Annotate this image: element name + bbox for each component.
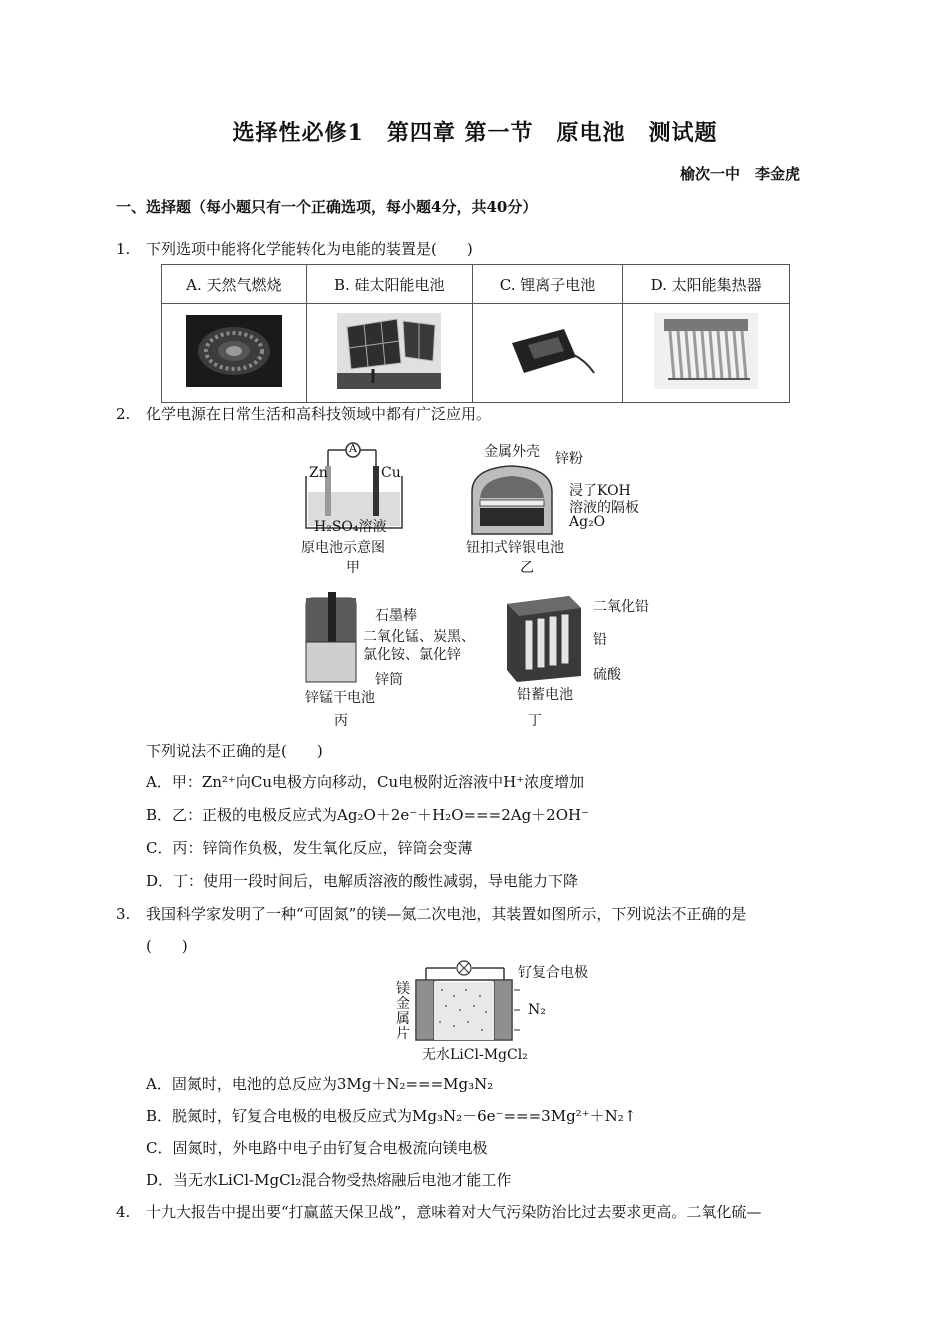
separator-label-1: 浸了KOH: [569, 483, 631, 499]
q3-choice-d: D．当无水LiCl-MgCl₂混合物受热熔融后电池才能工作: [146, 1171, 512, 1189]
q3-choice-a: A．固氮时，电池的总反应为3Mg＋N₂===Mg₃N₂: [146, 1075, 494, 1093]
section-heading: 一、选择题（每小题只有一个正确选项，每小题4分，共40分）: [116, 198, 538, 216]
zn-label: Zn: [309, 465, 328, 481]
paste-label-1: 二氧化锰、炭黑、: [363, 629, 475, 645]
q4-stem: 4. 十九大报告中提出要“打赢蓝天保卫战”，意味着对大气污染防治比过去要求更高。二氧化硫—: [116, 1203, 762, 1221]
dry-cell-diagram: [302, 590, 362, 686]
q1-option-c: C. 锂离子电池: [472, 265, 623, 304]
lead-dioxide-label: 二氧化铅: [593, 599, 649, 615]
button-cell-diagram: [464, 456, 564, 540]
solar-panel-image: [306, 304, 472, 403]
q2-choice-b: B．乙：正极的电极反应式为Ag₂O＋2e⁻＋H₂O===2Ag＋2OH⁻: [146, 806, 590, 824]
lead-battery-diagram: [503, 590, 585, 684]
graphite-rod-label: 石墨棒: [375, 608, 417, 624]
q3-choice-c: C．固氮时，外电路中电子由钌复合电极流向镁电极: [146, 1139, 488, 1157]
q2-choice-d: D．丁：使用一段时间后，电解质溶液的酸性减弱，导电能力下降: [146, 872, 579, 890]
fig-ding-caption: 铅蓄电池: [517, 687, 573, 703]
page-title: 选择性必修1 第四章 第一节 原电池 测试题: [232, 120, 718, 146]
fig-yi-caption: 钮扣式锌银电池: [466, 540, 564, 556]
q3-stem: 3. 我国科学家发明了一种“可固氮”的镁—氮二次电池，其装置如图所示，下列说法不正确的是: [116, 905, 747, 923]
mg-sheet-label: 镁金属片: [396, 981, 410, 1042]
fig-yi-tag: 乙: [520, 560, 534, 576]
q3-choice-b: B．脱氮时，钌复合电极的电极反应式为Mg₃N₂－6e⁻===3Mg²⁺＋N₂↑: [146, 1107, 637, 1125]
ag2o-label: Ag₂O: [569, 514, 606, 530]
electrolyte-label: 无水LiCl-MgCl₂: [422, 1047, 528, 1063]
q3-stem-bracket: ( ): [146, 937, 188, 955]
fig-bing-caption: 锌锰干电池: [305, 690, 375, 706]
fig-jia-caption: 原电池示意图: [301, 540, 385, 556]
solar-collector-image: [623, 304, 790, 403]
ammeter-label: A: [349, 442, 357, 455]
ru-electrode-label: 钌复合电极: [518, 965, 588, 981]
q1-option-d: D. 太阳能集热器: [623, 265, 790, 304]
fig-bing-tag: 丙: [334, 713, 348, 729]
q1-option-a: A. 天然气燃烧: [162, 265, 307, 304]
paste-label-2: 氯化铵、氯化锌: [363, 647, 461, 663]
copper-electrode: [373, 466, 379, 516]
q1-options-table: [161, 264, 790, 403]
q1-stem: 1. 下列选项中能将化学能转化为电能的装置是( ): [116, 240, 473, 258]
cu-label: Cu: [381, 465, 401, 481]
lead-label: 铅: [593, 632, 607, 648]
solution-label: H₂SO₄溶液: [314, 519, 387, 535]
gas-burner-image: [162, 304, 307, 403]
q2-ask: 下列说法不正确的是( ): [146, 742, 323, 760]
q2-choice-c: C．丙：锌筒作负极，发生氧化反应，锌筒会变薄: [146, 839, 473, 857]
q2-choice-a: A．甲：Zn²⁺向Cu电极方向移动，Cu电极附近溶液中H⁺浓度增加: [146, 773, 585, 791]
fig-jia-tag: 甲: [346, 560, 360, 576]
sulfuric-acid-label: 硫酸: [593, 667, 621, 683]
separator-label-2: 溶液的隔板: [569, 500, 639, 516]
q1-option-b: B. 硅太阳能电池: [306, 265, 472, 304]
fig-ding-tag: 丁: [528, 713, 542, 729]
q2-stem: 2. 化学电源在日常生活和高科技领域中都有广泛应用。: [116, 405, 492, 423]
mg-n2-battery-diagram: [410, 960, 522, 1042]
zinc-can-label: 锌筒: [375, 672, 403, 688]
n2-label: N₂: [528, 1002, 546, 1018]
author: 榆次一中 李金虎: [679, 165, 800, 183]
shell-label: 金属外壳: [484, 444, 540, 460]
lithium-battery-image: [472, 304, 623, 403]
zinc-powder-label: 锌粉: [555, 451, 583, 467]
